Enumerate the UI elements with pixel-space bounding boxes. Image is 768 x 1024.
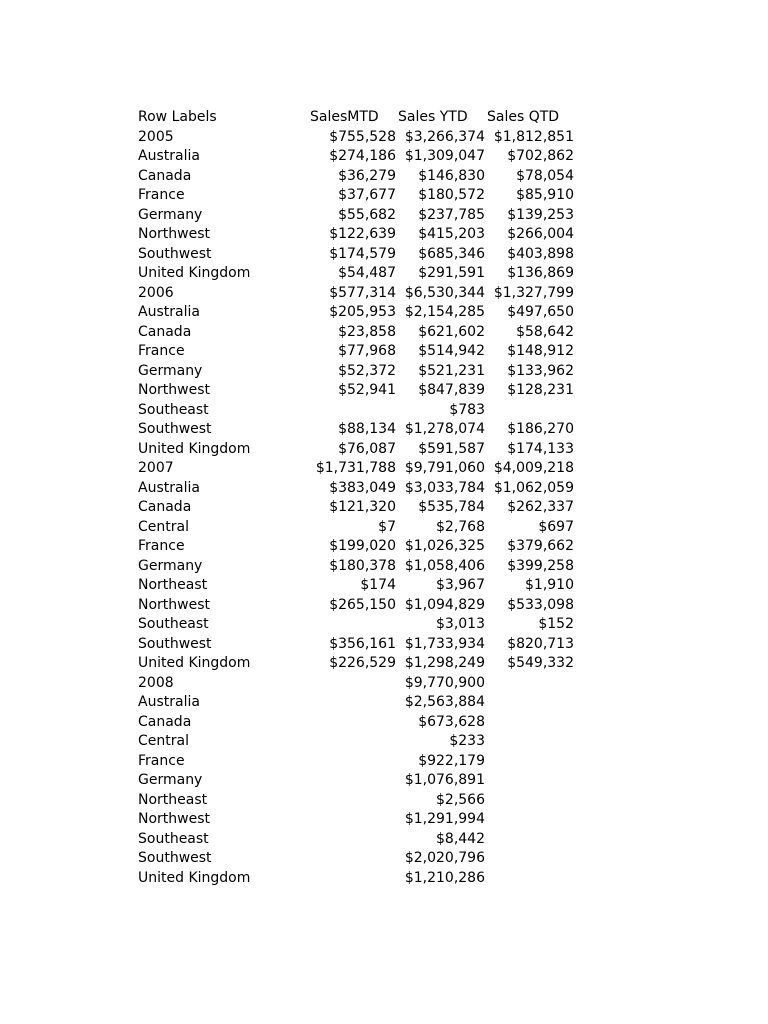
sales-qtd-cell [485,401,574,421]
year-label: 2006 [138,284,174,301]
region-label: Germany [138,557,203,574]
region-label: Southeast [138,830,209,847]
region-row [138,869,574,889]
region-row [138,225,574,245]
sales-mtd-cell: $77,968 [338,343,396,359]
sales-mtd-cell [310,830,396,850]
sales-qtd-cell: $1,910 [525,577,574,593]
region-row [138,264,574,284]
region-label: Canada [138,499,192,515]
region-row [138,303,574,323]
sales-qtd-cell [485,732,574,752]
sales-mtd-cell: $52,941 [338,382,396,398]
region-row [138,654,574,674]
region-row [138,752,574,772]
sales-qtd-cell: $148,912 [507,343,574,359]
region-label: Northwest [138,382,211,398]
sales-qtd-cell: $4,009,218 [493,460,574,476]
region-row [138,479,574,499]
region-row [138,362,574,382]
region-label: Central [138,733,189,749]
region-row [138,732,574,752]
region-row [138,167,574,187]
region-row [138,635,574,655]
region-row [138,849,574,869]
sales-qtd-cell: $697 [538,518,574,535]
sales-qtd-cell: $139,253 [507,206,574,223]
sales-qtd-cell [485,713,574,733]
sales-qtd-cell [485,771,574,791]
sales-mtd-cell: $1,731,788 [315,460,396,476]
sales-qtd-cell: $1,812,851 [493,128,574,145]
region-label: Southwest [138,850,212,866]
sales-qtd-cell: $85,910 [516,187,574,203]
region-row [138,401,574,421]
region-row [138,498,574,518]
region-label: France [138,538,185,554]
sales-qtd-cell: $399,258 [507,557,574,574]
sales-ytd-cell: $621,602 [418,323,485,340]
sales-ytd-cell: $2,154,285 [404,304,485,320]
sales-qtd-cell [485,869,574,889]
sales-qtd-cell [485,674,574,694]
year-row [138,128,574,148]
sales-ytd-cell: $2,768 [436,518,485,535]
sales-ytd-cell: $3,033,784 [404,479,485,496]
sales-mtd-cell: $383,049 [329,479,396,496]
region-row [138,596,574,616]
sales-qtd-cell: $133,962 [507,362,574,379]
region-row [138,206,574,226]
sales-ytd-cell: $415,203 [418,226,485,242]
region-row [138,186,574,206]
region-label: Germany [138,772,203,788]
sales-mtd-cell [310,713,396,733]
sales-ytd-cell: $1,026,325 [404,538,485,554]
sales-ytd-cell: $1,058,406 [404,557,485,574]
sales-ytd-cell: $3,266,374 [404,128,485,145]
sales-mtd-cell [310,849,396,869]
region-label: Australia [138,694,200,710]
region-label: Southwest [138,635,212,652]
sales-qtd-cell: $186,270 [507,421,574,437]
sales-mtd-cell: $37,677 [338,187,396,203]
sales-ytd-cell: $2,563,884 [404,694,485,710]
region-label: Southwest [138,245,212,262]
sales-mtd-cell: $55,682 [338,206,396,223]
region-label: Northwest [138,596,211,613]
sales-mtd-cell [310,771,396,791]
region-label: Germany [138,206,203,223]
sales-mtd-cell [310,869,396,889]
sales-mtd-cell: $265,150 [329,596,396,613]
sales-mtd-cell: $274,186 [329,148,396,164]
sales-qtd-cell: $497,650 [507,304,574,320]
sales-qtd-cell: $78,054 [516,167,574,184]
pivot-body [138,128,574,889]
year-label: 2007 [138,460,174,476]
region-row [138,615,574,635]
sales-mtd-cell: $76,087 [338,440,396,457]
sales-mtd-cell: $205,953 [329,304,396,320]
sales-ytd-cell: $233 [449,733,485,749]
region-row [138,323,574,343]
sales-mtd-cell: $23,858 [338,323,396,340]
sales-ytd-cell: $535,784 [418,499,485,515]
sales-ytd-cell: $1,278,074 [404,421,485,437]
region-row [138,147,574,167]
sales-qtd-cell: $174,133 [507,440,574,457]
sales-qtd-cell: $533,098 [507,596,574,613]
sales-mtd-cell: $226,529 [329,655,396,671]
sales-qtd-cell: $1,062,059 [493,479,574,496]
sales-mtd-cell [310,732,396,752]
sales-qtd-cell [485,752,574,772]
sales-qtd-cell [485,693,574,713]
sales-qtd-cell: $702,862 [507,148,574,164]
sales-mtd-cell: $174,579 [329,245,396,262]
region-label: Australia [138,479,200,496]
year-row [138,674,574,694]
region-label: Canada [138,323,192,340]
sales-qtd-cell: $58,642 [516,323,574,340]
sales-qtd-cell: $403,898 [507,245,574,262]
sales-ytd-cell: $3,013 [436,616,485,632]
region-row [138,713,574,733]
sales-qtd-cell: $128,231 [507,382,574,398]
sales-ytd-cell: $2,566 [436,791,485,808]
region-label: Southeast [138,616,209,632]
sales-mtd-cell: $122,639 [329,226,396,242]
sales-qtd-cell: $820,713 [507,635,574,652]
sales-mtd-cell: $577,314 [329,284,396,301]
sales-mtd-cell [310,752,396,772]
header-sales-qtd: Sales QTD [487,109,560,125]
sales-ytd-cell: $1,309,047 [404,148,485,164]
region-row [138,830,574,850]
sales-mtd-cell: $356,161 [329,635,396,652]
pivot-table [138,108,574,888]
header-sales-mtd: SalesMTD [310,109,379,125]
sales-qtd-cell: $549,332 [507,655,574,671]
sales-mtd-cell: $755,528 [329,128,396,145]
region-row [138,557,574,577]
sales-ytd-cell: $3,967 [436,577,485,593]
year-label: 2008 [138,674,174,691]
region-label: United Kingdom [138,265,251,281]
sales-qtd-cell [485,849,574,869]
sales-ytd-cell: $1,210,286 [404,869,485,886]
sales-ytd-cell: $8,442 [436,830,485,847]
sales-qtd-cell: $379,662 [507,538,574,554]
region-label: United Kingdom [138,440,251,457]
sales-mtd-cell: $36,279 [338,167,396,184]
sales-qtd-cell [485,830,574,850]
region-label: United Kingdom [138,655,251,671]
region-label: Northwest [138,811,211,827]
sales-ytd-cell: $1,291,994 [404,811,485,827]
sales-mtd-cell [310,401,396,421]
sales-ytd-cell: $673,628 [418,713,485,730]
region-label: United Kingdom [138,869,251,886]
sales-qtd-cell: $262,337 [507,499,574,515]
sales-ytd-cell: $685,346 [418,245,485,262]
sales-ytd-cell: $1,094,829 [404,596,485,613]
sales-mtd-cell [310,674,396,694]
region-row [138,381,574,401]
sales-ytd-cell: $922,179 [418,752,485,769]
sales-mtd-cell: $121,320 [329,499,396,515]
sales-mtd-cell [310,810,396,830]
sales-mtd-cell: $199,020 [329,538,396,554]
region-label: France [138,187,185,203]
sales-qtd-cell: $152 [538,616,574,632]
region-row [138,518,574,538]
region-label: Southwest [138,421,212,437]
region-label: Southeast [138,401,209,418]
header-row-labels: Row Labels [138,109,217,125]
sales-ytd-cell: $180,572 [418,187,485,203]
sales-ytd-cell: $514,942 [418,343,485,359]
sales-qtd-cell: $136,869 [507,265,574,281]
sales-qtd-cell [485,810,574,830]
sales-qtd-cell [485,791,574,811]
sales-qtd-cell: $1,327,799 [493,284,574,301]
sales-mtd-cell [310,693,396,713]
sales-mtd-cell: $174 [360,577,396,593]
region-label: Northeast [138,791,208,808]
sales-ytd-cell: $783 [449,401,485,418]
sales-ytd-cell: $1,733,934 [404,635,485,652]
sales-ytd-cell: $591,587 [418,440,485,457]
sales-qtd-cell: $266,004 [507,226,574,242]
region-label: Northeast [138,577,208,593]
region-row [138,791,574,811]
region-label: Northwest [138,226,211,242]
year-label: 2005 [138,128,174,145]
region-row [138,771,574,791]
region-row [138,693,574,713]
sales-ytd-cell: $291,591 [418,265,485,281]
region-row [138,245,574,265]
region-row [138,440,574,460]
sales-mtd-cell: $52,372 [338,362,396,379]
year-row [138,284,574,304]
sales-ytd-cell: $521,231 [418,362,485,379]
region-row [138,810,574,830]
region-row [138,342,574,362]
sales-mtd-cell [310,615,396,635]
region-label: Canada [138,713,192,730]
region-label: France [138,752,185,769]
region-row [138,420,574,440]
region-label: Australia [138,148,200,164]
region-label: Australia [138,304,200,320]
region-row [138,537,574,557]
region-label: Canada [138,167,192,184]
sales-mtd-cell: $88,134 [338,421,396,437]
region-row [138,576,574,596]
sales-mtd-cell [310,791,396,811]
sales-ytd-cell: $9,791,060 [404,460,485,476]
sales-mtd-cell: $54,487 [338,265,396,281]
sales-mtd-cell: $180,378 [329,557,396,574]
year-row [138,459,574,479]
sales-ytd-cell: $146,830 [418,167,485,184]
sales-mtd-cell: $7 [378,518,396,535]
sales-ytd-cell: $9,770,900 [404,674,485,691]
region-label: Germany [138,362,203,379]
region-label: Central [138,518,189,535]
sales-ytd-cell: $1,298,249 [404,655,485,671]
header-sales-ytd: Sales YTD [398,109,468,125]
sales-ytd-cell: $6,530,344 [404,284,485,301]
header-row [138,108,574,128]
sales-ytd-cell: $1,076,891 [404,772,485,788]
region-label: France [138,343,185,359]
sales-ytd-cell: $237,785 [418,206,485,223]
sales-ytd-cell: $2,020,796 [404,850,485,866]
sales-ytd-cell: $847,839 [418,382,485,398]
